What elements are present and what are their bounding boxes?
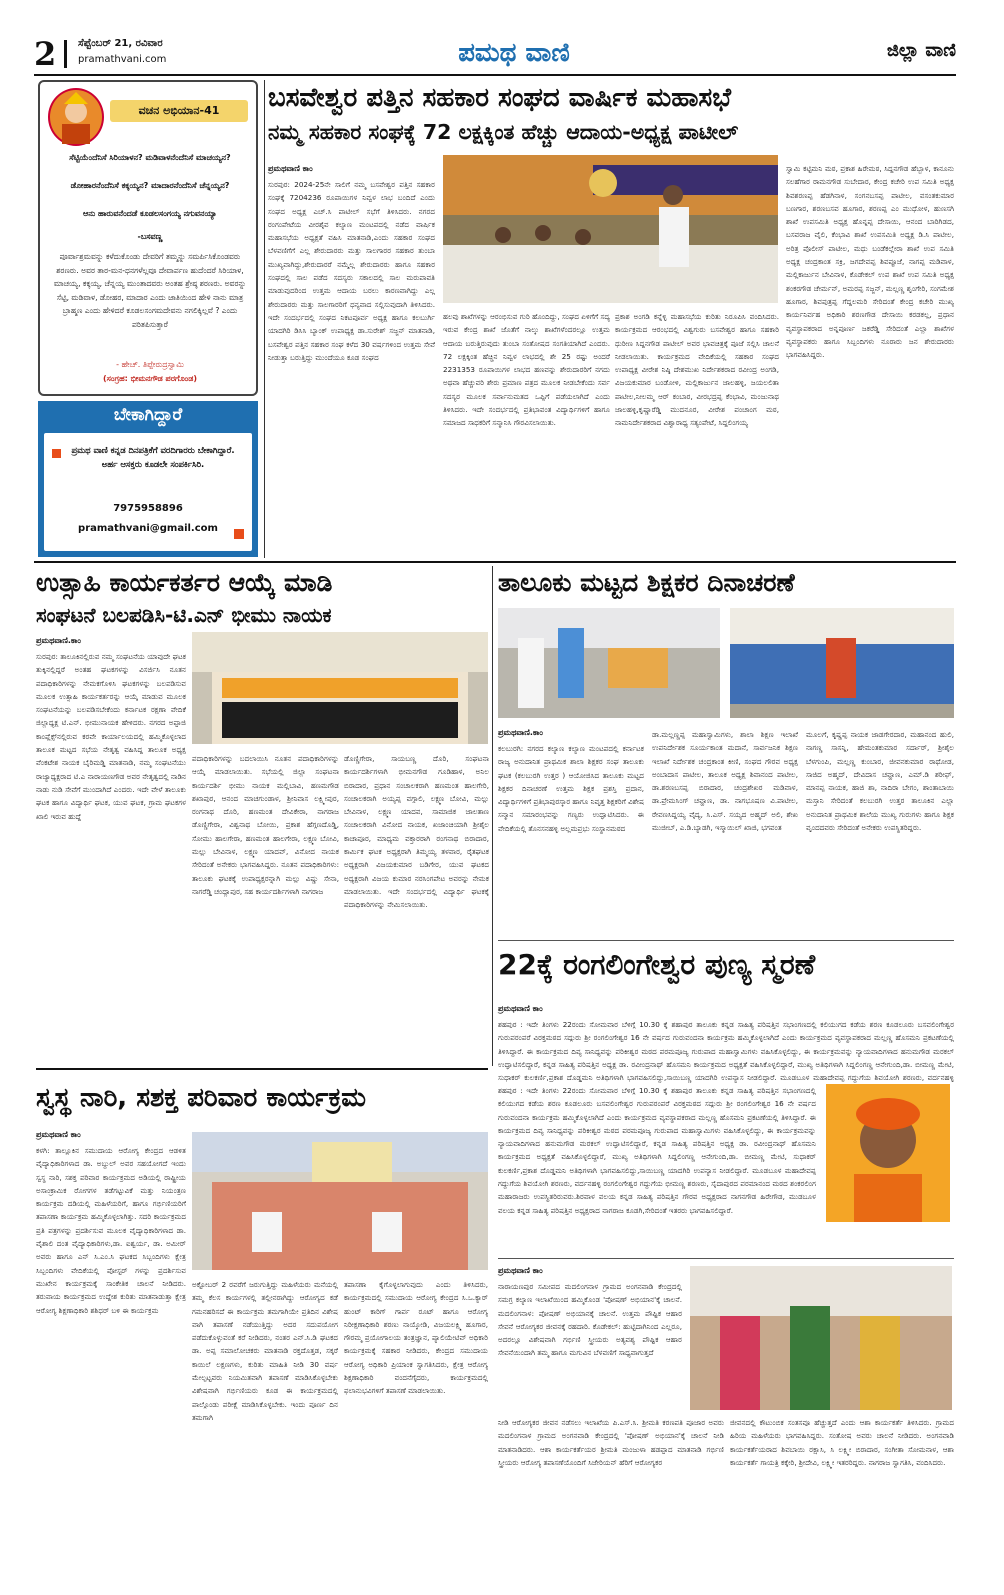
article2-headline-1: ಉತ್ಸಾಹಿ ಕಾರ್ಯಕರ್ತರ ಆಯ್ಕೆ ಮಾಡಿ xyxy=(36,568,333,597)
section-rule xyxy=(36,1068,488,1070)
article1-col-4: ಸ್ವಾಮಿ ಕಟ್ಟಿಮನಿ ಮಠ, ಪ್ರಕಾಶ ಹಿರೇಮಠ, ಸಿದ್ದನಗೌಡ ಹೆಬ್ಬಾಳ, ಕಾನೂನು ಸಲಹೆಗಾರ ರಾಮನಗೌಡ ಸುಬೇದಾರ, ಕೇಂದ್ರ ಕಚೇರಿ ಉಪ ಸಮಿತಿ ಅಧ್ಯಕ್ಷ ಶಿವಶರಣಪ್ಪ ಹೆಡಗಿನಾಳ, ಸಂಗನಬಸಪ್ಪ ಪಾಟೀಲ, ವಸಂತಕುಮಾರ ಬಣಗಾರ, ಶರಣಬಸವ ಹೂಗಾರ, ಶರಣಪ್ಪ ಎಂ ಮುಧೋಳ, ಹುಣಸಗಿ ಶಾಖೆ ಉಪಸಮಿತಿ ಅಧ್ಯಕ್ಷ ಹೊನ್ನಪ್ಪ ದೇಸಾಯಿ, ಆನಂದ ಬಾರಿಗಿಡದ, ಬಸವರಾಜ ವೈಲಿ, ಕೆಂಭಾವಿ ಶಾಖೆ ಉಪಸಮಿತಿ ಅಧ್ಯಕ್ಷ ಡಿ.ಸಿ ಪಾಟೀಲ, ಅರಿತ್ರ ಪೊಲೀಸ್ ಪಾಟೀಲ, ಮಧು ಬಂಡೆಕಲ್ಲೇರಾ ಶಾಖೆ ಉಪ ಸಮಿತಿ ಅಧ್ಯಕ್ಷ ಚಂದ್ರಕಾಂತ ಸಕ್ರಿ, ಜಗದೇವಪ್ಪ ಶಿವಪ್ಪೂಜೆ, ನಾಗಪ್ಪ ಮಡಿವಾಳ, ಮಲ್ಲಿಕಾರ್ಜುನ ಬೇವಿನಾಳ, ಕೊಡೇಕಲ್ ಉಪ ಶಾಖೆ ಉಪ ಸಮಿತಿ ಅಧ್ಯಕ್ಷ ಶಂಕರಗೌಡ ಚೇರ್ಮನ್, ಅಮರಪ್ಪ ಸಜ್ಜನ್, ಮಲ್ಲಣ್ಣ ಶೃಂಗೇರಿ, ಸಂಗಮೇಶ ಹೂಗಾರ, ಶಿವಪುತ್ರಪ್ಪ ಗೆದ್ದಲಮರಿ ಸೇರಿದಂತೆ ಕೇಂದ್ರ ಕಚೇರಿ ಮುಖ್ಯ ಕಾರ್ಯನಿರ್ವಹ ಅಧಿಕಾರಿ ಶರಣಗೌಡ ದೇಸಾಯಿ ಕರಡಕಲ್ಲ, ಪ್ರಧಾನ ವ್ಯವಸ್ಥಾಪಕರಾದ ಅನ್ನಪೂರ್ಣ ಜಕರೆಡ್ಡಿ ಸೇರಿದಂತೆ ಎಲ್ಲಾ ಶಾಖೆಗಳ ವ್ಯವಸ್ಥಾಪಕರು ಹಾಗೂ ಸಿಬ್ಬಂದಿಗಳು ನೂರಾರು ಜನ ಶೇರುದಾರರು ಭಾಗವಹಿಸಿದ್ದರು. xyxy=(786,164,954,360)
article1-byline: ಪ್ರಮಥವಾಣಿ ಕಾಂ xyxy=(268,164,313,173)
section-rule xyxy=(498,940,954,941)
article4-body: ಶಹಪುರ : ಇದೇ ತಿಂಗಳು 22ರಂದು ಸೋಮವಾರ ಬೆಳಿಗ್ಗೆ 10.30 ಕ್ಕೆ ಶಹಾಪುರ ತಾಲೂಕು ಕನ್ನಡ ಸಾಹಿತ್ಯ ಪರಿಷತ್ತಿನ ಸಭಾಂಗಣದಲ್ಲಿ ಕಲಿಯುಗದ ಕಡೆಯ ಶರಣ ಕೂಡಲೂರು ಬಸವಲಿಂಗೇಶ್ವರ ಗುರುಪರಂಪರೆ ವಿರಕ್ತಮಠದ ಸದ್ಗುರು ಶ್ರೀ ರಂಗಲಿಂಗೇಶ್ವರ 16 ನೇ ವರ್ಷದ ಗುರುವಂದನಾ ಕಾರ್ಯಕ್ರಮ ಹಮ್ಮಿಕೊಳ್ಳಲಾಗಿದೆ ಎಂದು ಕಾರ್ಯಕ್ರಮದ ವ್ಯವಸ್ಥಾಪಕರಾದ ಮಲ್ಲಣ್ಣ ಹೊಸಮನಿ ಪ್ರಕಟಣೆಯಲ್ಲಿ ತಿಳಿಸಿದ್ದಾರೆ. ಈ ಕಾರ್ಯಕ್ರಮದ ದಿವ್ಯ ಸಾನಿಧ್ಯವನ್ನು ಪರಿಕೀಶ್ವರ ಮಠದ ಪರಮಪೂಜ್ಯ ಗುರುಪಾದ ಮಹಾಸ್ವಾಮಿಗಳು ವಹಿಸಿಕೊಳ್ಳಲಿದ್ದು, ಈ ಕಾರ್ಯಕ್ರಮವನ್ನು ನ್ಯಾಯವಾದಿಗಳಾದ ಹನುಮಗೌಡ ಮರಕಲ್ ಉದ್ಘಾಟಿಸಲಿದ್ದಾರೆ, ಕನ್ನಡ ಸಾಹಿತ್ಯ ಪರಿಷತ್ತಿನ ಅಧ್ಯಕ್ಷ ಡಾ. ರವೀಂದ್ರನಾಥ್ ಹೊಸಮನಿ ಕಾರ್ಯಕ್ರಮದ ಅಧ್ಯಕ್ಷತೆ ವಹಿಸಿಕೊಳ್ಳಲಿದ್ದಾರೆ, ಮುಖ್ಯ ಅತಿಥಿಗಳಾಗಿ ಸಿದ್ದಲಿಂಗಣ್ಣ ಆನೇಗುಂದಿ,ಡಾ. ಬೀಮಣ್ಣ ಮೇಟಿ, ಸುಧಾಕರ್ ಕುಲಕರ್ಣಿ,ಪ್ರಕಾಶ ದೊಡ್ಡಮನಿ ಅತಿಥಿಗಳಾಗಿ ಭಾಗವಹಿಸಲಿದ್ದು,ಸಾಯಿಬಣ್ಣ ಯಾದಗಿರಿ ಉಪನ್ಯಾಸ ನೀಡಲಿದ್ದಾರೆ. ಮೂಡಬೂಳ ಮಹಾದೇವಪ್ಪ ಗದ್ದುಗೆಯ ಶಿವಯೋಗಿ ಶರಣರು, ವರ್ದನಹಳ್ಳಿ ರಂಗಲಿಂಗೇಶ್ವರ ಗದ್ದುಗೆಯ ಭೀಮಣ್ಣ ಶರಣರು, ಸೈದಾಪುರದ ಪರಮಾನಂದ ಮಠದ ಶಂಕರಲಿಂಗ ಮಹಾರಾಜರು ಉಪಸ್ಥಿತರಿರುವರು.ಶಿರವಾಳ ವಲಯ ಕನ್ನಡ ಸಾಹಿತ್ಯ ಪರಿಷತ್ತಿನ ಗೌರವ ಅಧ್ಯಕ್ಷರಾದ ನಾಗನಗೌಡ ಹಿರೇಗೌಡ, ಮುಡಬೂಳ ವಲಯ ಕನ್ನಡ ಸಾಹಿತ್ಯ ಪರಿಷತ್ತಿನ ಅಧ್ಯಕ್ಷರಾದ ನಾಗರಾಜ ಕೂಡಗಿ,ಸೇರಿದಂತೆ ಇತರರು ಭಾಗವಹಿಸಲಿದ್ದಾರೆ. xyxy=(498,1086,816,1215)
website-url[interactable]: pramathvani.com xyxy=(78,54,167,65)
article2-headline-2: ಸಂಘಟನೆ ಬಲಪಡಿಸಿ-ಟಿ.ಎನ್ ಭೀಮು ನಾಯಕ xyxy=(36,603,332,627)
vachana-meaning: ಪೂರ್ವಾಶ್ರಮವನ್ನು ಕಳೆದುಕೊಂಡು ದೇವರಿಗೆ ತಮ್ಮನ್ನು ಸಮರ್ಪಿಸಿಕೊಂಡವರು ಶರಣರು. ಅವರ ತಾರ-ಮನ-ಧನಗಳೆಲ್ಲವೂ ದೇವಾರ್ಪಣ ಹುದೆಂದರೆ ಸಿರಿಯಾಳ, ಮಾಚಯ್ಯ, ಕಕ್ಕಯ್ಯ, ಚೆನ್ನಯ್ಯ ಮುಂತಾದವರು ಅಂತಹ ಶ್ರೇಷ್ಠ ಶರಣರು. ಅವರನ್ನು ಸೆಟ್ಟಿ, ಮಡಿವಾಳ, ಡೋಹರ, ಮಾದಾರ ಎಂದು ಜಾತಿಯಿಂದ ಹೇಳಿ ನಾನು ಮಾತ್ರ ಬ್ರಾಹ್ಮಣ ಎಂದು ಹೇಳಿದರೆ ಕೂಡಲಸಂಗಮದೇವನು ನಗಲಿಕ್ಕಿಲ್ಲವೆ ? ಎಂದು ಪರಿತಪಿಸುತ್ತಾರೆ xyxy=(53,252,247,329)
article6-photo xyxy=(690,1266,952,1410)
bullet-icon xyxy=(234,529,244,539)
basavanna-portrait xyxy=(48,88,104,146)
section-name: ಜಿಲ್ಲಾ ವಾಣಿ xyxy=(886,40,956,61)
article6-col-1: ನೀಡಿ ಆರೋಗ್ಯಕರ ಜೀವನ ನಡೆಸಲು ಇಲಾಖೆಯ ಪಿ.ಎಸ್.ಸಿ. ಶ್ರೀಮತಿ ಕರಣಪತಿ ಪೂಜಾರ ಅವರು ಮದಲಿಂಗನಾಳ ಗ್ರಾಮದ ಅಂಗನವಾಡಿ ಕೇಂದ್ರದಲ್ಲಿ 'ಪೋಷಣ್ ಅಭಿಯಾನ'ಕ್ಕೆ ಚಾಲನೆ ನೀಡಿ ಮಾತನಾಡಿದರು. ಆಶಾ ಕಾರ್ಯಕರ್ತೆಯರ ಶ್ರೀಮತಿ ಮಂಜುಳಾ ಹಡಪ್ಪಾದ ಮಾತನಾಡಿ ಗರ್ಭಿಣಿ ಸ್ತ್ರೀಯರು ಆರೋಗ್ಯ ತಪಾಸಣೆಯೊಂದಿಗೆ ಸಿಜೇರಿಯನ್ ಹೆರಿಗೆ ಆರೋಗ್ಯಕರ xyxy=(498,1418,724,1467)
article6-byline: ಪ್ರಮಥವಾಣಿ ಕಾಂ xyxy=(498,1266,543,1275)
article3-headline: ತಾಲೂಕು ಮಟ್ಟದ ಶಿಕ್ಷಕರ ದಿನಾಚರಣೆ xyxy=(498,568,795,597)
article3-col-3: ಮೂಲಗೆ, ಕೃಷ್ಣಪ್ಪ ನಾಯಕ ಜಾಡಗೇರದಾರ, ಮಹಾನಂದ ಹುಲಿ, ನಾಗಣ್ಣ ಸಾಸನ್ನಿ, ಹೇಮಂತಕುಮಾರ ಸರ್ದಾರ್, ಶ್ರೀಶೈಲ ಬೆಳಗುಂಪಿ, ಮಲ್ಲಣ್ಣ ಕುಂಬಾರ, ಜೀವನಕುಮಾರ ರಾಥೋಡ, ಸಾಜಿದ ಅಹ್ಮದ್, ದೇವಿದಾಸ ಚವ್ಹಾಣ, ಎಮ್.ಡಿ ಶರೀಫ್, ಮಾನಪ್ಪ ನಾಯಕ, ಹಾಜಿ ಶಾ, ನಾದಿರಾ ಬೇಗಂ, ಶಾಂತಾಬಾಯಿ ಮಸ್ತಾನಿ ಸೇರಿದಂತೆ ಕಲಬುರಗಿ ಉತ್ತರ ತಾಲೂಕಿನ ಎಲ್ಲಾ ಅನುದಾನಿತ ಪ್ರಾಥಮಿಕ ಶಾಲೆಯ ಮುಖ್ಯ ಗುರುಗಳು ಹಾಗೂ ಶಿಕ್ಷಕ ವೃಂದದವರು ಸೇರಿದಂತೆ ಅನೇಕರು ಉಪಸ್ಥಿತರಿದ್ದರು. xyxy=(806,730,954,833)
wanted-ad-panel xyxy=(44,433,252,551)
article4-portrait xyxy=(826,1084,950,1222)
article5-col-3: ತಪಾಸಣಾ ಕೈಗೊಳ್ಳಲಾಗುವುದು ಎಂದು ತಿಳಿಸಿದರು, ಕಾರ್ಯಕ್ರಮದಲ್ಲಿ ಸಮುದಾಯ ಆರೋಗ್ಯ ಕೇಂದ್ರದ ಸಿ.ಒ.ಕ್ಯಾರ್ ಹುಂಟ್ ಕಾರಿಗ್ ಗಾರ್ಪ ರೂಟ್ ಹಾಗೂ ಆರೋಗ್ಯ ನಿರೀಕ್ಷಣಾಧಿಕಾರಿ ಶರಣು ನಾಯ್ಕೋಡಿ, ವಿಜಯಲಕ್ಷ್ಮಿ ಹೂಗಾರ, ಗೌರಮ್ಮ ಪ್ರಯೋಗಾಲಯ ತಂತ್ರಜ್ಞಾನ, ಪ್ಯಾಲಿಯೇಟಿವ್ ಅಧಿಕಾರಿ ಕಾರ್ಯಕ್ರಮಕ್ಕೆ ಸಹಕಾರ ನೀಡಿದರು, ಕೇಂದ್ರದ ಸಮುದಾಯ ಆರೋಗ್ಯ ಅಧಿಕಾರಿ ಪ್ರಿಯಾಂಕ ಸ್ವಾಗತಿಸಿದರು, ಕ್ಷೇತ್ರ ಆರೋಗ್ಯ ಶಿಕ್ಷಣಾಧಿಕಾರಿ ವಂದನೆಗೈದರು, ಕಾರ್ಯಕ್ರಮದಲ್ಲಿ ಫಲಾನುಭವಿಗಳಿಗೆ ತಪಾಸಣೆ ಮಾಡಲಾಯಿತು. xyxy=(344,1280,488,1396)
article1-headline: ಬಸವೇಶ್ವರ ಪತ್ತಿನ ಸಹಕಾರ ಸಂಘದ ವಾರ್ಷಿಕ ಮಹಾಸಭೆ xyxy=(268,83,732,113)
article2-byline: ಪ್ರಮಥವಾಣಿ.ಕಾಂ xyxy=(36,636,81,645)
header-rule xyxy=(34,74,956,76)
vachana-title: ವಚನ ಅಭಿಯಾನ-41 xyxy=(110,100,248,122)
wanted-ad-email[interactable]: pramathvani@gmail.com xyxy=(78,523,218,534)
article5-byline: ಪ್ರಮಥವಾಣಿ ಕಾಂ xyxy=(36,1130,81,1139)
article2-col-2: ಪದಾಧಿಕಾರಿಗಳನ್ನು ಬದಲಾಯಿಸಿ ನೂತನ ಪದಾಧಿಕಾರಿಗಳನ್ನು ಆಯ್ಕೆ ಮಾಡಲಾಯಿತು. ಸಭೆಯಲ್ಲಿ ಜಿಲ್ಲಾ ಸಂಘಟನಾ ಕಾರ್ಯದರ್ಶಿ ಭೀಮು ನಾಯಕ ಮಲ್ಲಿಬಾವಿ, ಹಣಮಗೌಡ ಶಖಾಪುರ, ಆನಂದ ಮಾಚಗುಂಡಾಳ, ಶ್ರೀನಿವಾಸ ಲಕ್ಷ್ಮೀಪುರ, ರಂಗನಾಥ ದೊರಿ, ಹಣಮಂತ ದೇವಿಕೇರಾ, ನಾಗರಾಜ ಡೊಣ್ಣಿಗೇರಾ, ವಿಶ್ವನಾಥ ಬೋಯಿ, ಪ್ರಕಾಶ ಹೆಗ್ಗಣದೊಡ್ಡಿ, ಸೋಮು ಹಾಲಗೇರಾ, ಹಣಮಂತ ಹಾಲಗೇರಾ, ಲಕ್ಷ್ಮಣ ಬೋವಿ, ಮಲ್ಲು ಬೇವಿನಾಳ, ಲಕ್ಷ್ಮಣ ಯಾದವ್, ವಿನೋದ ನಾಯಕ ಸೇರಿದಂತೆ ಅನೇಕರು ಭಾಗವಹಿಸಿದ್ದರು. ನೂತನ ಪದಾಧಿಕಾರಿಗಳು: ತಾಲೂಕು ಘಟಕಕ್ಕೆ ಉಪಾಧ್ಯಕ್ಷರನ್ನಾಗಿ ಮಲ್ಲು ವಿಷ್ಣು ಸೇನಾ, ನಾಗರೆಡ್ಡಿ ಚಂದ್ಲಾಪುರ, ಸಹ ಕಾರ್ಯದರ್ಶಿಗಳಾಗಿ ನಾಗರಾಜ xyxy=(192,754,339,896)
page-header xyxy=(34,36,956,72)
masthead: ಪಮಥ ವಾಣಿ xyxy=(458,38,570,68)
vachana-box xyxy=(38,80,258,396)
article3-photo-2 xyxy=(730,608,954,718)
section-rule xyxy=(498,1258,954,1259)
article1-subheadline: ನಮ್ಮ ಸಹಕಾರ ಸಂಘಕ್ಕೆ 72 ಲಕ್ಷಕ್ಕಿಂತ ಹೆಚ್ಚು ಆದಾಯ-ಅಧ್ಯಕ್ಷ ಪಾಟೀಲ್ xyxy=(268,120,739,144)
column-divider xyxy=(492,566,493,1066)
article5-photo xyxy=(192,1132,488,1270)
article3-byline: ಪ್ರಮಥವಾಣಿ.ಕಾಂ xyxy=(498,728,543,737)
article3-col-1: ಕಲಬುರಗಿ: ನಗರದ ಕಲ್ಯಾಣ ಕಲ್ಯಾಣ ಮಂಟಪದಲ್ಲಿ ಕರ್ನಾಟಕ ರಾಜ್ಯ ಅನುದಾನಿತ ಪ್ರಾಥಮಿಕ ಶಾಲಾ ಶಿಕ್ಷಕರ ಸಂಘ ತಾಲೂಕು ಘಟಕ (ಕಲಬುರಗಿ ಉತ್ತರ ) ಆಯೋಜಿಸಿದ ತಾಲೂಕು ಮಟ್ಟದ ಶಿಕ್ಷಕರ ದಿನಾಚರಣೆ ಉತ್ತಮ ಶಿಕ್ಷಕ ಪ್ರಶಸ್ತಿ ಪ್ರದಾನ, ವಿದ್ಯಾರ್ಥಿಗಳಿಗೆ ಪ್ರತಿಭಾಪುರಸ್ಕಾರ ಹಾಗೂ ನಿವೃತ್ತ ಶಿಕ್ಷಕರಿಗೆ ವಿಶೇಷ ಸನ್ಮಾನ ಸಮಾರಂಭವನ್ನು ಗಣ್ಯರು ಉದ್ಘಾಟಿಸಿದರು. ಈ ವೇದಿಕೆಯಲ್ಲಿ ತೊನಸನಹಳ್ಳಿ ಅಲ್ಲಮಪ್ರಭು ಸಂಸ್ಥಾನಮಠದ xyxy=(498,744,644,833)
vachana-credit-collector: (ಸಂಗ್ರಹ: ಭೀಮನಗೌಡ ಪರಗೊಂಡ) xyxy=(103,374,197,383)
wanted-ad-title: ಬೇಕಾಗಿದ್ದಾರೆ xyxy=(113,405,183,425)
article5-headline: ಸ್ವಸ್ಥ ನಾರಿ, ಸಶಕ್ತ ಪರಿವಾರ ಕಾರ್ಯಕ್ರಮ xyxy=(36,1083,367,1113)
wanted-ad-body: ಪ್ರಮಥ ವಾಣಿ ಕನ್ನಡ ದಿನಪತ್ರಿಕೆಗೆ ವರದಿಗಾರರು ಬೇಕಾಗಿದ್ದಾರೆ. ಅರ್ಹ ಆಸಕ್ತರು ಕೂಡಲೇ ಸಂಪರ್ಕಿಸಿರಿ. xyxy=(71,445,235,469)
article3-photo-1 xyxy=(498,608,720,718)
header-divider xyxy=(64,40,67,68)
article2-col-1: ಸುರಪುರ: ತಾಲೂಕಿನಲ್ಲಿರುವ ನಮ್ಮ ಸಂಘಟನೆಯ ಯಾವುದೇ ಘಟಕ ತುಕ್ಕಿನಲ್ಲಿದ್ದರೆ ಅಂತಹ ಘಟಕಗಳನ್ನು ವಿಸರ್ಜಿಸಿ ನೂತನ ಪದಾಧಿಕಾರಿಗಳನ್ನು ನೇಮಕಗೊಳಿಸಿ ಘಟಕಗಳನ್ನು ಬಲಪಡಿಸುವ ಮೂಲಕ ಉತ್ಸಾಹಿ ಕಾರ್ಯಕರ್ತರನ್ನು ಆಯ್ಕೆ ಮಾಡುವ ಮೂಲಕ ಸಂಘಟನೆಯನ್ನು ಬಲಪಡಿಸಬೇಕೆಂದು ಕರ್ನಾಟಕ ರಕ್ಷಣಾ ವೇದಿಕೆ ಜಿಲ್ಲಾಧ್ಯಕ್ಷ ಟಿ.ಎನ್. ಭೀಮುನಾಯಕ ಹೇಳಿದರು. ನಗರದ ಅಪ್ಪಾಜಿ ಕಾಂಪ್ಲೆಕ್ಸ್‌ನಲ್ಲಿರುವ ಕರವೇ ಕಾರ್ಯಾಲಯದಲ್ಲಿ ಹಮ್ಮಿಕೊಳ್ಳಲಾದ ತಾಲೂಕ ಮಟ್ಟದ ಸಭೆಯ ನೇತೃತ್ವ ವಹಿಸಿದ್ದ ತಾಲೂಕ ಅಧ್ಯಕ್ಷ ವೆಂಕಟೇಶ ನಾಯಕ ಬೈರಿಮಡ್ಡಿ ಮಾತನಾಡಿ, ನಮ್ಮ ಸಂಘಟನೆಯು ರಾಜ್ಯಾಧ್ಯಕ್ಷರಾದ ಟಿ.ಎ ನಾರಾಯಣಗೌಡ ಅವರ ನೇತೃತ್ವದಲ್ಲಿ ನಾಡಿನ ನಾಡು ನುಡಿ ಸೇವೆಗೆ ಮುಂದಾಗಿದೆ ಎಂದರು. ಇದೇ ವೇಳೆ ತಾಲೂಕು ಘಟಕ ಹಾಗೂ ವಿದ್ಯಾರ್ಥಿ ಘಟಕ, ಯುವ ಘಟಕ, ಗ್ರಾಮ ಘಟಕಗಳ ಖಾಲಿ ಇರುವ ಹುದ್ದೆ xyxy=(36,652,186,821)
article1-col-3: ಪ್ರಕಾಶ ಅಂಗಡಿ ಕನ್ನೆಳ್ಳಿ ಮಹಾಸಭೆಯ ಕುರಿತು ನಿರೂಪಿಸಿ ವಂದಿಸಿದರು. ಕಾರ್ಯಕ್ರಮದ ಆರಂಭದಲ್ಲಿ ವಿಶ್ವಗುರು ಬಸವೇಶ್ವರ ಹಾಗೂ ಸಹಕಾರಿ ಧುರೀಣ ಸಿದ್ದನಗೌಡ ಪಾಟೀಲ್ ಅವರ ಭಾವಚಿತ್ರಕ್ಕೆ ಪೂಜೆ ಸಲ್ಲಿಸಿ ಚಾಲನೆ ನೀಡಲಾಯಿತು. ಕಾರ್ಯಕ್ರಮದ ವೇದಿಕೆಯಲ್ಲಿ ಸಹಕಾರ ಸಂಘದ ಉಪಾಧ್ಯಕ್ಷ ವೀರೇಶ ನಿಷ್ಠಿ ದೇಶಮುಖ ನಿರ್ದೇಶಕರಾದ ರವೀಂದ್ರ ಅಂಗಡಿ, ವಿಜಯಕುಮಾರ ಬಂಡೋಳಿ, ಮಲ್ಲಿಕಾರ್ಜುನ ಜಾಲಹಳ್ಳಿ, ಜಯಲಲಿತಾ ಪಾಟೀಲ,ನೀಲಮ್ಮ ಆರ್ ಕಂಬಾರ, ವೀರಭದ್ರಪ್ಪ ಕೆಂಭಾವಿ, ಮಂಜುನಾಥ ಜಾಲಹಳ್ಳಿ,ಕೃಷ್ಣಾರೆಡ್ಡಿ ಮುದನೂರ, ವೀರೇಶ ಪಂಚಾಂಗ ಮಠ, ನಾಮನಿರ್ದೇಶಕರಾದ ವಿಶ್ವಾರಾಧ್ಯ ಸತ್ಯಂಪೇಟೆ, ಸಿದ್ದಲಿಂಗಯ್ಯ xyxy=(615,312,779,428)
page-number: 2 xyxy=(34,35,57,73)
article4-headline: 22ಕ್ಕೆ ರಂಗಲಿಂಗೇಶ್ವರ ಪುಣ್ಯ ಸ್ಮರಣೆ xyxy=(498,948,816,981)
article6-intro: ನಾರಾಯಣಪುರ ಸಮೀಪದ ಮದಲಿಂಗನಾಳ ಗ್ರಾಮದ ಅಂಗನವಾಡಿ ಕೇಂದ್ರದಲ್ಲಿ ಸಮಗ್ರ ಕಲ್ಯಾಣ ಇಲಾಖೆಯಿಂದ ಹಮ್ಮಿಕೊಂಡ 'ಪೋಷಣ್ ಅಭಿಯಾನ'ಕ್ಕೆ ಚಾಲನೆ. ಮದಲಿಂಗನಾಳ: ಪೋಷಣ್ ಅಭಿಯಾನಕ್ಕೆ ಚಾಲನೆ. ಉತ್ತಮ ಪೌಷ್ಟಿಕ ಆಹಾರ ಸೇವನೆ ಆರೋಗ್ಯಕರ ಜೀವನಕ್ಕೆ ರಹದಾರಿ. ಕೊಡೇಕಲ್: ಹುಟ್ಟಿದಾಗಿನಿಂದ ಎಲ್ಲರೂ, ಅದರಲ್ಲೂ ವಿಶೇಷವಾಗಿ ಗರ್ಭಿಣಿ ಸ್ತ್ರೀಯರು ಅತ್ಯವಶ್ಯ ಪೌಷ್ಟಿಕ ಆಹಾರ ಸೇವನೆಯಿಂದಾಗಿ ತಮ್ಮ ಹಾಗೂ ಮಗುವಿನ ಬೆಳವಣಿಗೆ ಸಾಧ್ಯವಾಗುತ್ತದೆ xyxy=(498,1282,682,1358)
article6-col-2: ಜೀವನದಲ್ಲಿ ಕೌಟುಂಬಿಕ ಸಂತಸವೂ ಹೆಚ್ಚುತ್ತದೆ ಎಂದು ಆಶಾ ಕಾರ್ಯಕರ್ತೆ ತಿಳಿಸಿದರು. ಗ್ರಾಮದ ಹಿರಿಯ ಮಹಿಳೆಯರು ಭಾಗವಹಿಸಿದ್ದರು. ಸಂತೋಷ ಅವರು ಚಾಲನೆ ನೀಡಿದರು. ಅಂಗನವಾಡಿ ಕಾರ್ಯಕರ್ತೆಯರಾದ ಶಿವಬಾಯಿ ರಕ್ಷಾಸಿ, ಸಿ ಲಕ್ಷ್ಮೀ ಬಿರಾದಾರ, ಸಂಗೀತಾ ಸೋಮನಾಳ, ಆಶಾ ಕಾರ್ಯಕರ್ತೆ ಗಾಯತ್ರಿ ಕಕ್ಕೇರಿ, ಶ್ರೀದೇವಿ, ಲಕ್ಷ್ಮೀ ಇತರರಿದ್ದರು. ನಾಗರಾಜ ಸ್ವಾಗತಿಸಿ, ವಂದಿಸಿದರು. xyxy=(730,1418,954,1467)
column-divider xyxy=(264,80,265,558)
vachana-line-1: ಸೆಟ್ಟಿಯೆಂದೆನಿಸೆ ಸಿರಿಯಾಳನ? ಮಡಿವಾಳನೆಂದೆನಿಸೆ ಮಾಚಯ್ಯನ? xyxy=(69,153,231,162)
vachana-credit-author: - ಹೇಚ್. ತಿಪ್ಪೇರುದ್ರಸ್ವಾಮಿ xyxy=(116,360,184,369)
vachana-line-3: ಆನು ಹಾರುವನೆಂದಡೆ ಕೂಡಲಸಂಗಯ್ಯ ನಗುವನಯ್ಯಾ xyxy=(83,209,217,218)
section-rule xyxy=(34,561,956,563)
issue-date: ಸೆಪ್ಟೆಂಬರ್ 21, ರವಿವಾರ xyxy=(78,38,163,49)
article1-photo xyxy=(443,155,778,303)
bullet-icon xyxy=(52,449,61,458)
wanted-ad xyxy=(38,401,258,557)
article1-col-1: ಸುರಪುರ: 2024-25ನೇ ಸಾಲಿಗೆ ನಮ್ಮ ಬಸವೇಶ್ವರ ಪತ್ತಿನ ಸಹಕಾರ ಸಂಘಕ್ಕೆ 7204236 ರೂಪಾಯಿಗಳ ನಿವ್ವಳ ಲಾಭ ಬಂದಿದೆ ಎಂದು ಸಂಘದ ಅಧ್ಯಕ್ಷ ಎಚ್.ಸಿ ಪಾಟೀಲ್ ಸಭೆಗೆ ತಿಳಿಸಿದರು. ನಗರದ ರಂಗಂಪೇಟೆಯ ವೀರಶೈವ ಕಲ್ಯಾಣ ಮಂಟಪದಲ್ಲಿ ನಡೆದ ವಾರ್ಷಿಕ ಮಹಾಸಭೆಯ ಅಧ್ಯಕ್ಷತೆ ವಹಿಸಿ ಮಾತನಾಡಿ,ಎಂದು ಸಹಕಾರ ಸಂಘದ ಬೆಳವಣಿಗೆಗೆ ಎಲ್ಲ ಶೇರುದಾರರು ಮತ್ತು ಸಾಲಗಾರರ ಸಹಕಾರ ತುಂಬಾ ಮುಖ್ಯವಾಗಿದ್ದು,ಶೇರುದಾರರೆ ನಮ್ಮೆಲ್ಲ ಶೇರುದಾರರು ಹಾಗೂ ಸಹಕಾರ ಸಂಘದಲ್ಲಿ ಸಾಲ ಪಡೆದ ಸದಸ್ಯರು ಸಕಾಲದಲ್ಲಿ ಸಾಲ ಮರುಪಾವತಿ ಮಾಡುವುದರಿಂದ ಉತ್ತಮ ಆದಾಯ ಬರಲು ಕಾರಣವಾಗಿದ್ದು ಎಲ್ಲ ಶೇರುದಾರರು ಮತ್ತು ಸಾಲಗಾರರಿಗೆ ಧನ್ಯವಾದ ಸಲ್ಲಿಸುವುದಾಗಿ ತಿಳಿಸಿದರು. ಇದೇ ಸಂದರ್ಭದಲ್ಲಿ ಸಂಘದ ನಿಕಟಪೂರ್ವ ಅಧ್ಯಕ್ಷ ಹಾಗೂ ಕಲಬುರ್ಗಿ ಯಾದಗಿರಿ ಡಿಸಿಸಿ ಬ್ಯಾಂಕ್ ಉಪಾಧ್ಯಕ್ಷ ಡಾ.ಸುರೇಶ್ ಸಜ್ಜನ್ ಮಾತನಾಡಿ, ಬಸವೇಶ್ವರ ಪತ್ತಿನ ಸಹಕಾರ ಸಂಘ ಕಳೆದ 30 ವರ್ಷಗಳಿಂದ ಉತ್ತಮ ಸೇವೆ ನೀಡುತ್ತಾ ಬರುತ್ತಿದ್ದು ಮುಂದೆಯೂ ಕೂಡ ಸಂಘದ xyxy=(268,180,435,362)
article1-col-2: ಹಲವು ಶಾಖೆಗಳನ್ನು ಆರಂಭಿಸುವ ಗುರಿ ಹೊಂದಿದ್ದು, ಸಂಘದ ಏಳಿಗೆಗೆ ಸದ್ಯ ಇರುವ ಕೇಂದ್ರ ಶಾಖೆ ಜೊತೆಗೆ ನಾಲ್ಕು ಶಾಖೆಗಳೆಂದರಲ್ಲೂ ಉತ್ತಮ ಆದಾಯ ಬರುತ್ತಿರುವುದು ತುಂಬಾ ಸಂತೋಷದ ಸಂಗತಿಯಾಗಿದೆ ಎಂದರು. 72 ಲಕ್ಷಕ್ಕಿಂತ ಹೆಚ್ಚಿನ ನಿವ್ವಳ ಲಾಭದಲ್ಲಿ ಶೇ 25 ರಷ್ಟು ಅಂದರೆ 2231353 ರೂಪಾಯಿಗಳ ಲಾಭದ ಹಣವನ್ನು ಶೇರುದಾರರಿಗೆ ನಗದು ಅಥವಾ ಹೆಚ್ಚುವರಿ ಶೇರು ಪ್ರಮಾಣ ಪತ್ರದ ಮೂಲಕ ನೀಡಬೇಕೆಂದು ಸರ್ವ ಸದಸ್ಯರ ಮೂಲಕ ಸರ್ವಾನುಮತದ ಒಪ್ಪಿಗೆ ಪಡೆಯಲಾಗಿದೆ ಎಂದು ತಿಳಿಸಿದರು. ಇದೇ ಸಂದರ್ಭದಲ್ಲಿ ಪ್ರತಿಭಾವಂತ ವಿದ್ಯಾರ್ಥಿಗಳಿಗೆ ಹಾಗೂ ಸಮಾಜದ ಸಾಧಕರಿಗೆ ಸನ್ಮಾನಿಸಿ ಗೌರವಿಸಲಾಯಿತು. xyxy=(443,312,610,428)
article4-byline: ಪ್ರಮಥವಾಣಿ ಕಾಂ xyxy=(498,1004,543,1013)
vachana-author: -ಬಸವಣ್ಣ xyxy=(137,232,163,241)
article4-body-top: ಶಹಪುರ : ಇದೇ ತಿಂಗಳು 22ರಂದು ಸೋಮವಾರ ಬೆಳಿಗ್ಗೆ 10.30 ಕ್ಕೆ ಶಹಾಪುರ ತಾಲೂಕು ಕನ್ನಡ ಸಾಹಿತ್ಯ ಪರಿಷತ್ತಿನ ಸಭಾಂಗಣದಲ್ಲಿ ಕಲಿಯುಗದ ಕಡೆಯ ಶರಣ ಕೂಡಲೂರು ಬಸವಲಿಂಗೇಶ್ವರ ಗುರುಪರಂಪರೆ ವಿರಕ್ತಮಠದ ಸದ್ಗುರು ಶ್ರೀ ರಂಗಲಿಂಗೇಶ್ವರ 16 ನೇ ವರ್ಷದ ಗುರುವಂದನಾ ಕಾರ್ಯಕ್ರಮ ಹಮ್ಮಿಕೊಳ್ಳಲಾಗಿದೆ ಎಂದು ಕಾರ್ಯಕ್ರಮದ ವ್ಯವಸ್ಥಾಪಕರಾದ ಮಲ್ಲಣ್ಣ ಹೊಸಮನಿ ಪ್ರಕಟಣೆಯಲ್ಲಿ ತಿಳಿಸಿದ್ದಾರೆ. ಈ ಕಾರ್ಯಕ್ರಮದ ದಿವ್ಯ ಸಾನಿಧ್ಯವನ್ನು ಪರಿಕೀಶ್ವರ ಮಠದ ಪರಮಪೂಜ್ಯ ಗುರುಪಾದ ಮಹಾಸ್ವಾಮಿಗಳು ವಹಿಸಿಕೊಳ್ಳಲಿದ್ದು, ಈ ಕಾರ್ಯಕ್ರಮವನ್ನು ನ್ಯಾಯವಾದಿಗಳಾದ ಹನುಮಗೌಡ ಮರಕಲ್ ಉದ್ಘಾಟಿಸಲಿದ್ದಾರೆ, ಕನ್ನಡ ಸಾಹಿತ್ಯ ಪರಿಷತ್ತಿನ ಅಧ್ಯಕ್ಷ ಡಾ. ರವೀಂದ್ರನಾಥ್ ಹೊಸಮನಿ ಕಾರ್ಯಕ್ರಮದ ಅಧ್ಯಕ್ಷತೆ ವಹಿಸಿಕೊಳ್ಳಲಿದ್ದಾರೆ, ಮುಖ್ಯ ಅತಿಥಿಗಳಾಗಿ ಸಿದ್ದಲಿಂಗಣ್ಣ ಆನೇಗುಂದಿ,ಡಾ. ಬೀಮಣ್ಣ ಮೇಟಿ, ಸುಧಾಕರ್ ಕುಲಕರ್ಣಿ,ಪ್ರಕಾಶ ದೊಡ್ಡಮನಿ ಅತಿಥಿಗಳಾಗಿ ಭಾಗವಹಿಸಲಿದ್ದು,ಸಾಯಿಬಣ್ಣ ಯಾದಗಿರಿ ಉಪನ್ಯಾಸ ನೀಡಲಿದ್ದಾರೆ. ಮೂಡಬೂಳ ಮಹಾದೇವಪ್ಪ ಗದ್ದುಗೆಯ ಶಿವಯೋಗಿ ಶರಣರು, ವರ್ದನಹಳ್ಳಿ xyxy=(498,1020,954,1083)
article3-col-2: ಡಾ.ಮಲ್ಲಣ್ಣಪ್ಪ ಮಹಾಸ್ವಾಮಿಗಳು, ಶಾಲಾ ಶಿಕ್ಷಣ ಇಲಾಖೆ ಉಪನಿರ್ದೇಶಕ ಸೂರ್ಯಕಾಂತ ಮದಾನೆ, ಸಾರ್ವಜನಿಕ ಶಿಕ್ಷಣ ಇಲಾಖೆ ನಿರ್ದೇಶಕ ಚಂದ್ರಕಾಂತ ಕೀಣಿ, ಸಂಘದ ಗೌರವ ಅಧ್ಯಕ್ಷ ಅಂಬಾದಾಸ ಪಾಟೀಲ, ತಾಲೂಕ ಅಧ್ಯಕ್ಷ ಶಿವಾನಂದ ಪಾಟೀಲ, ಡಾ.ಶರಣಬಸಪ್ಪ ಬಿರಾದಾರ, ಚಂದ್ರಶೇಖರ ಮಡಿವಾಳ, ಡಾ.ಪ್ರೇಮಸಿಂಗ್ ಚವ್ಹಾಣ, ಡಾ. ನಾಗಭೂಷಣ ವಿ.ಪಾಟೀಲ, ರೇವಣಸಿದ್ದಯ್ಯ ವೈದ್ಯ, ಸಿ.ಎಸ್. ಸಯ್ಯದ ಅಹ್ಮದ್ ಅಲಿ, ಶೇಖ ಮುಜೀಬ್, ಎ.ಡಿ.ಬ್ಯಾಡಗಿ, ಇಸ್ಮಾಯಿಲ್ ಖಾಜಿ, ಭಗವಂತ xyxy=(652,730,798,833)
article5-col-1: ಕಳಗಿ: ತಾಲ್ಲೂಕಿನ ಸಮುದಾಯ ಆರೋಗ್ಯ ಕೇಂದ್ರದ ಆಡಳಿತ ವೈದ್ಯಾಧಿಕಾರಿಗಳಾದ ಡಾ. ಅಬ್ದುಲ್ ಅವರ ಸಹಯೋಗದೆ ಇಂದು ಸ್ವಸ್ಥ ನಾರಿ, ಸಶಕ್ತ ಪರಿವಾರ ಕಾರ್ಯಕ್ರಮದ ಅಡಿಯಲ್ಲಿ ರಾಷ್ಟ್ರೀಯ ಅಸಾಂಕ್ರಾಮಿಕ ರೋಗಗಳ ತಡೆಗಟ್ಟುವಿಕೆ ಮತ್ತು ನಿಯಂತ್ರಣ ಕಾರ್ಯಕ್ರಮ ದಡಿಯಲ್ಲಿ ಮಹಿಳೆಯರಿಗೆ, ಹಾಗೂ ಗರ್ಭಿಣಿಯರಿಗೆ ತಪಾಸಣಾ ಕಾರ್ಯಕ್ರಮ ಹಮ್ಮಿಕೊಳ್ಳಲಾಗಿತ್ತು. ಸದರಿ ಕಾರ್ಯಕ್ರಮದ ಪ್ರತಿ ಪತ್ರಗಳನ್ನು ಪ್ರದರ್ಶಿಸುವ ಮೂಲಕ ವೈದ್ಯಾಧಿಕಾರಿಗಳಾದ ಡಾ. ವೈಶಾಲಿ ದಂತ ವೈದ್ಯಾಧಿಕಾರಿಗಳು,ಡಾ. ಐಶ್ವರ್ಯ, ಡಾ. ಅಮೀರ್ ಅವರು ಹಾಗೂ ಎನ್ ಸಿ.ಎಂ.ಸಿ ಘಟಕದ ಸಿಬ್ಬಂದಿಗಳು ಕ್ಷೇತ್ರ ಸಿಬ್ಬಂದಿಗಳು ವೇದಿಕೆಯಲ್ಲಿ ಪೋಸ್ಟರ್ ಗಳನ್ನು ಪ್ರದರ್ಶಿಸುವ ಮುಖೇನ ಕಾರ್ಯಕ್ರಮಕ್ಕೆ ಸಾಂಕೇತಿಕ ಚಾಲನೆ ನೀಡಿದರು. ತರುವಾಯ ಕಾರ್ಯಕ್ರಮದ ಉದ್ದೇಶ ಕುರಿತು ಮಾತನಾಡುತ್ತಾ ಕ್ಷೇತ್ರ ಆರೋಗ್ಯ ಶಿಕ್ಷಣಾಧಿಕಾರಿ ಶಶಿಧರ್ ಬಳಿ ಈ ಕಾರ್ಯಕ್ರಮ xyxy=(36,1146,186,1315)
wanted-ad-phone[interactable]: 7975958896 xyxy=(113,503,183,514)
article5-col-2: ಅಕ್ಟೋಬರ್ 2 ರವರೆಗೆ ಜರುಗುತ್ತಿದ್ದು ಮಹಿಳೆಯರು ಮನೆಯಲ್ಲಿ ತಮ್ಮ ಕೆಲಸ ಕಾರ್ಯಗಳಲ್ಲಿ ತಲ್ಲೀನರಾಗಿದ್ದು ಆರೋಗ್ಯದ ಕಡೆ ಗಮನಹರಿಸದೆ ಈ ಕಾರ್ಯಕ್ರಮ ತಮಗಾಗಿಯೇ ಪ್ರತಿದಿನ ವಿಶೇಷ ವಾಗಿ ತಪಾಸಣೆ ನಡೆಯುತ್ತಿದ್ದು ಅದರ ಸದುಪಯೋಗ ಪಡೆದುಕೊಳ್ಳುವಂತೆ ಕರೆ ನೀಡಿದರು, ನಂತರ ಎನ್.ಸಿ.ಡಿ ಘಟಕದ ಡಾ. ಅಪ್ಪ ಸಮಾಲೋಚಕರು ಮಾತನಾಡಿ ರಕ್ತದೊತ್ತಡ, ಸಕ್ಕರೆ ಕಾಯಿಲೆ ಲಕ್ಷಣಗಳು, ಕುರಿತು ಮಾಹಿತಿ ನೀಡಿ 30 ವರ್ಷ ಮೇಲ್ಪಟ್ಟವರು ನಿಯಮಿತವಾಗಿ ತಪಾಸಣೆ ಮಾಡಿಸಿಕೊಳ್ಳಬೇಕು ವಿಶೇಷವಾಗಿ ಗರ್ಭಿಣಿಯರು ಕೂಡ ಈ ಕಾರ್ಯಕ್ರಮದಲ್ಲಿ ಪಾಲ್ಗೊಂಡು ಪರೀಕ್ಷೆ ಮಾಡಿಸಿಕೊಳ್ಳಬೇಕು. ಇಂದು ಪೂರ್ಣ ದಿನ ತಮಗಾಗಿ xyxy=(192,1280,338,1422)
article2-photo xyxy=(192,632,488,744)
article2-col-3: ಡೊಣ್ಣಿಗೇರಾ, ಸಾಯಬಣ್ಣ ದೊರಿ, ಸಂಘಟನಾ ಕಾರ್ಯದರ್ಶಿಗಳಾಗಿ ಭೀಮನಗೌಡ ಗೂಡಿಹಾಳ, ಅನಿಲ ಬಿರಾದಾರ, ಪ್ರಧಾನ ಸಂಚಾಲಕರಾಗಿ ಹಣಮಂತ ಹಾಲಗೇರಿ, ಸಂಚಾಲಕರಾಗಿ ಅಯ್ಯಪ್ಪ ವಗ್ಗಾಲಿ, ಲಕ್ಷ್ಮಣ ಬೋವಿ, ಮಲ್ಲು ಬೇವಿನಾಳ, ಲಕ್ಷ್ಮಣ ಯಾದವ, ಸಾಮಾಜಿಕ ಜಾಲತಾಣ ಸಂಚಾಲಕರಾಗಿ ವಿನೋದ ನಾಯಕ, ಖಜಾಂಚಿಯಾಗಿ ಶ್ರೀಶೈಲ ಕಾಚಾಪೂರ, ಮಾಧ್ಯಮ ವಕ್ತಾರರಾಗಿ ರಂಗನಾಥ ಬಿರಾದಾರ, ಕಾರ್ಮಿಕ ಘಟಕ ಅಧ್ಯಕ್ಷರಾಗಿ ತಿಮ್ಮಯ್ಯ ತಳವಾರ, ರೈತಘಟಕ ಅಧ್ಯಕ್ಷರಾಗಿ ವಿಜಯಕುಮಾರ ಬಡಿಗೇರ, ಯುವ ಘಟಕದ ಅಧ್ಯಕ್ಷರಾಗಿ ವಿಜಯ ಕುಮಾರ ನರಸಿಂಗಪೇಟ ಅವರನ್ನು ನೇಮಕ ಮಾಡಲಾಯಿತು. ಇದೇ ಸಂದರ್ಭದಲ್ಲಿ ವಿದ್ಯಾರ್ಥಿ ಘಟಕಕ್ಕೆ ಪದಾಧಿಕಾರಿಗಳನ್ನು ನೇಮಿಸಲಾಯಿತು. xyxy=(344,754,489,910)
vachana-line-2: ಡೋಹಾರನೆಂದೆನಿಸೆ ಕಕ್ಕಯ್ಯನ? ಮಾದಾರನೆಂದೆನಿಸೆ ಚೆನ್ನಯ್ಯನ? xyxy=(70,181,230,190)
